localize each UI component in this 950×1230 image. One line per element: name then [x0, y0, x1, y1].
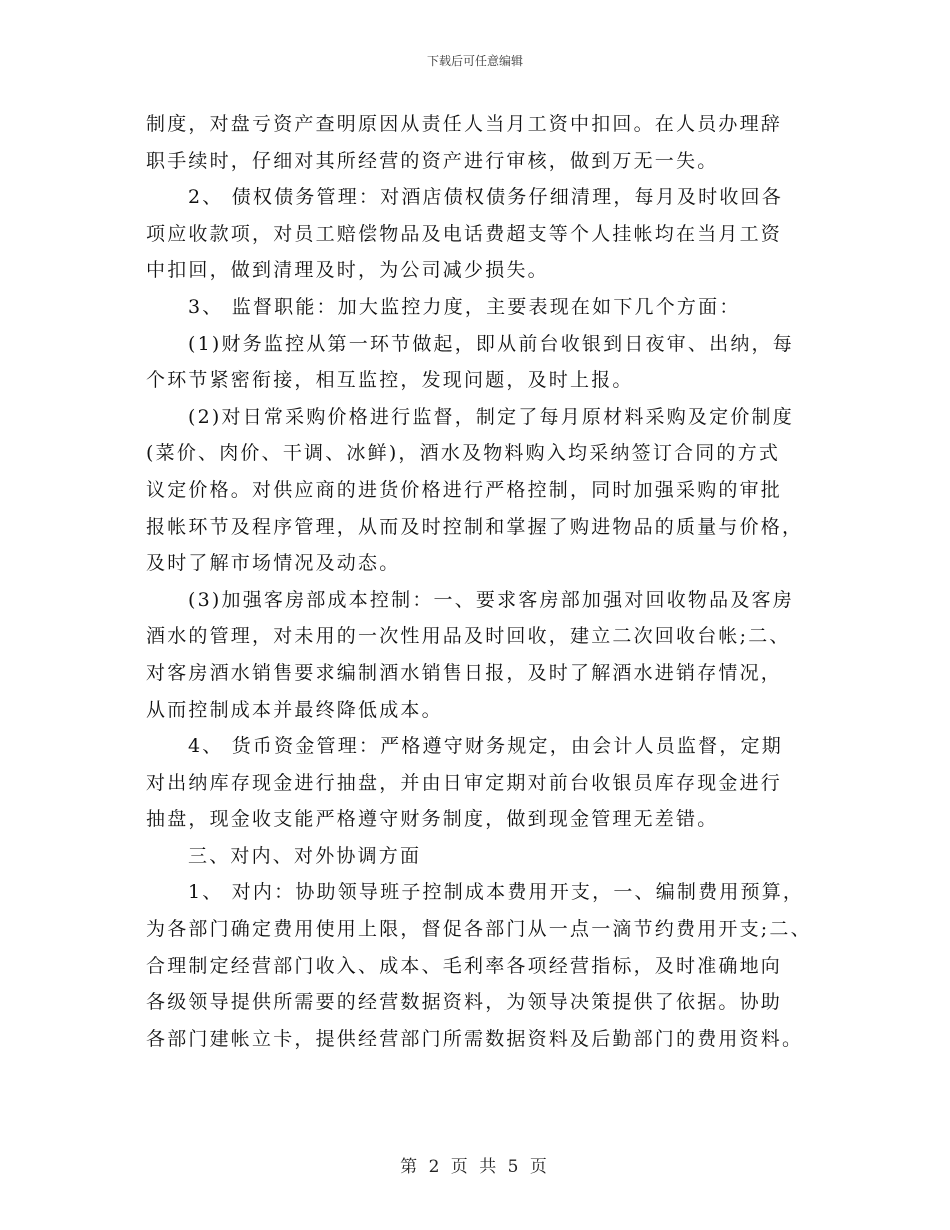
paragraph-line: (菜价、肉价、干调、冰鲜)，酒水及物料购入均采纳签订合同的方式: [146, 442, 781, 465]
paragraph-line: (1)财务监控从第一环节做起，即从前台收银到日夜审、出纳，每: [188, 332, 794, 355]
page-header: 下载后可任意编辑: [426, 54, 523, 68]
paragraph-line: 2、 债权债务管理：对酒店债权债务仔细清理，每月及时收回各: [188, 186, 783, 209]
paragraph-line: 酒水的管理，对未用的一次性用品及时回收，建立二次回收台帐;二、: [146, 625, 791, 648]
paragraph-line: 报帐环节及程序管理，从而及时控制和掌握了购进物品的质量与价格，: [146, 515, 804, 538]
paragraph-line: 3、 监督职能：加大监控力度，主要表现在如下几个方面：: [188, 295, 741, 318]
paragraph-line: 制度，对盘亏资产查明原因从责任人当月工资中扣回。在人员办理辞: [146, 113, 783, 135]
paragraph-line: 各级领导提供所需要的经营数据资料，为领导决策提供了依据。协助: [146, 991, 783, 1014]
paragraph-line: 个环节紧密衔接，相互监控，发现问题，及时上报。: [146, 369, 634, 392]
paragraph-line: 为各部门确定费用使用上限，督促各部门从一点一滴节约费用开支;二、: [146, 918, 812, 941]
paragraph-line: 从而控制成本并最终降低成本。: [146, 698, 443, 721]
paragraph-line: 对出纳库存现金进行抽盘，并由日审定期对前台收银员库存现金进行: [146, 771, 783, 794]
paragraph-line: 对客房酒水销售要求编制酒水销售日报，及时了解酒水进销存情况，: [146, 661, 783, 684]
page-number-footer: 第 2 页 共 5 页: [400, 1157, 550, 1177]
section-heading: 三、对内、对外协调方面: [188, 844, 422, 867]
paragraph-line: 职手续时，仔细对其所经营的资产进行审核，做到万无一失。: [146, 149, 719, 172]
paragraph-line: 及时了解市场情况及动态。: [146, 552, 401, 575]
paragraph-line: (3)加强客房部成本控制：一、要求客房部加强对回收物品及客房: [188, 588, 794, 611]
paragraph-line: 合理制定经营部门收入、成本、毛利率各项经营指标，及时准确地向: [146, 954, 783, 977]
paragraph-line: 1、 对内：协助领导班子控制成本费用开支，一、编制费用预算，: [188, 881, 805, 904]
document-body: [146, 106, 814, 1057]
paragraph-line: 议定价格。对供应商的进货价格进行严格控制，同时加强采购的审批: [146, 478, 783, 501]
paragraph-line: 中扣回，做到清理及时，为公司减少损失。: [146, 259, 549, 282]
paragraph-line: 4、 货币资金管理：严格遵守财务规定，由会计人员监督，定期: [188, 735, 783, 758]
paragraph-line: 抽盘，现金收支能严格遵守财务制度，做到现金管理无差错。: [146, 808, 719, 831]
paragraph-line: 项应收款项，对员工赔偿物品及电话费超支等个人挂帐均在当月工资: [146, 222, 783, 245]
paragraph-line: (2)对日常采购价格进行监督，制定了每月原材料采购及定价制度: [188, 405, 794, 428]
paragraph-line: 各部门建帐立卡，提供经营部门所需数据资料及后勤部门的费用资料。: [146, 1027, 804, 1050]
